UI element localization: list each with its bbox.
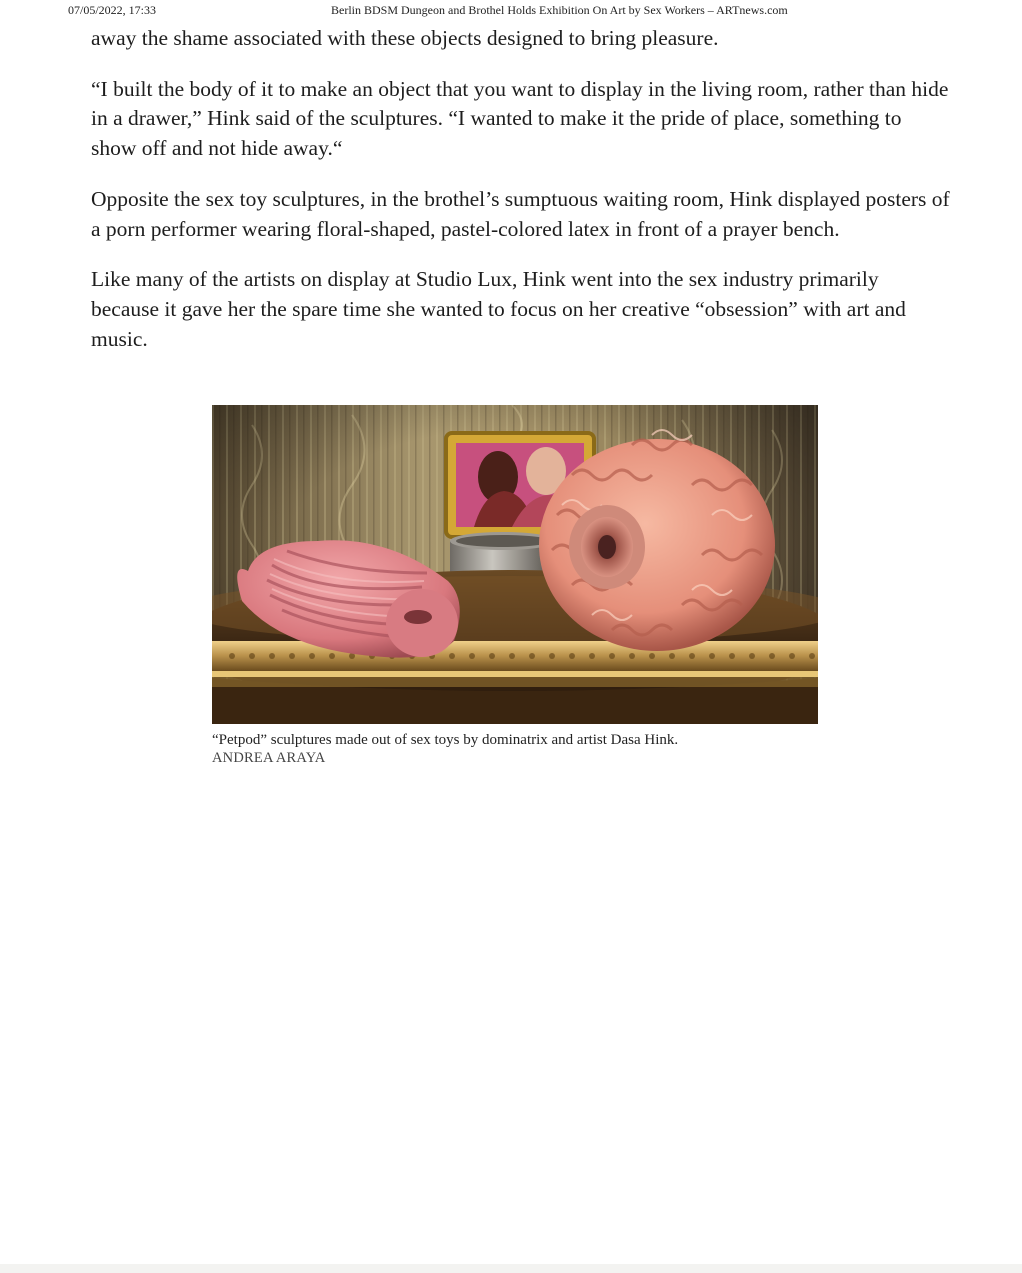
figure-caption xyxy=(212,731,819,767)
sculpture-photo xyxy=(212,405,818,724)
photo-credit: ANDREA ARAYA xyxy=(212,750,326,766)
print-header xyxy=(0,3,1022,19)
article-body xyxy=(91,24,951,375)
article-paragraph: “I built the body of it to make an object that you want to display in the living room, rather than hide in a drawer,” Hink said of the sculptures. “I wanted to make it the pride of place, something to show off and not hide away.“ xyxy=(91,76,949,161)
article-paragraph: Like many of the artists on display at Studio Lux, Hink went into the sex industry primarily because it gave her the spare time she wanted to focus on her creative “obsession” with art and music. xyxy=(91,267,906,351)
page-bottom-strip xyxy=(0,1264,1022,1273)
article-paragraph: Opposite the sex toy sculptures, in the brothel’s sumptuous waiting room, Hink displayed posters of a porn performer wearing floral-shaped, pastel-colored latex in front of a prayer bench. xyxy=(91,186,950,241)
caption-text: “Petpod” sculptures made out of sex toys by dominatrix and artist Dasa Hink. xyxy=(212,732,679,748)
print-page-title: Berlin BDSM Dungeon and Brothel Holds Exhibition On Art by Sex Workers – ARTnews.com xyxy=(331,3,788,17)
article-figure xyxy=(212,405,819,767)
print-datetime: 07/05/2022, 17:33 xyxy=(68,3,157,17)
article-paragraph: away the shame associated with these objects designed to bring pleasure. xyxy=(91,26,719,50)
